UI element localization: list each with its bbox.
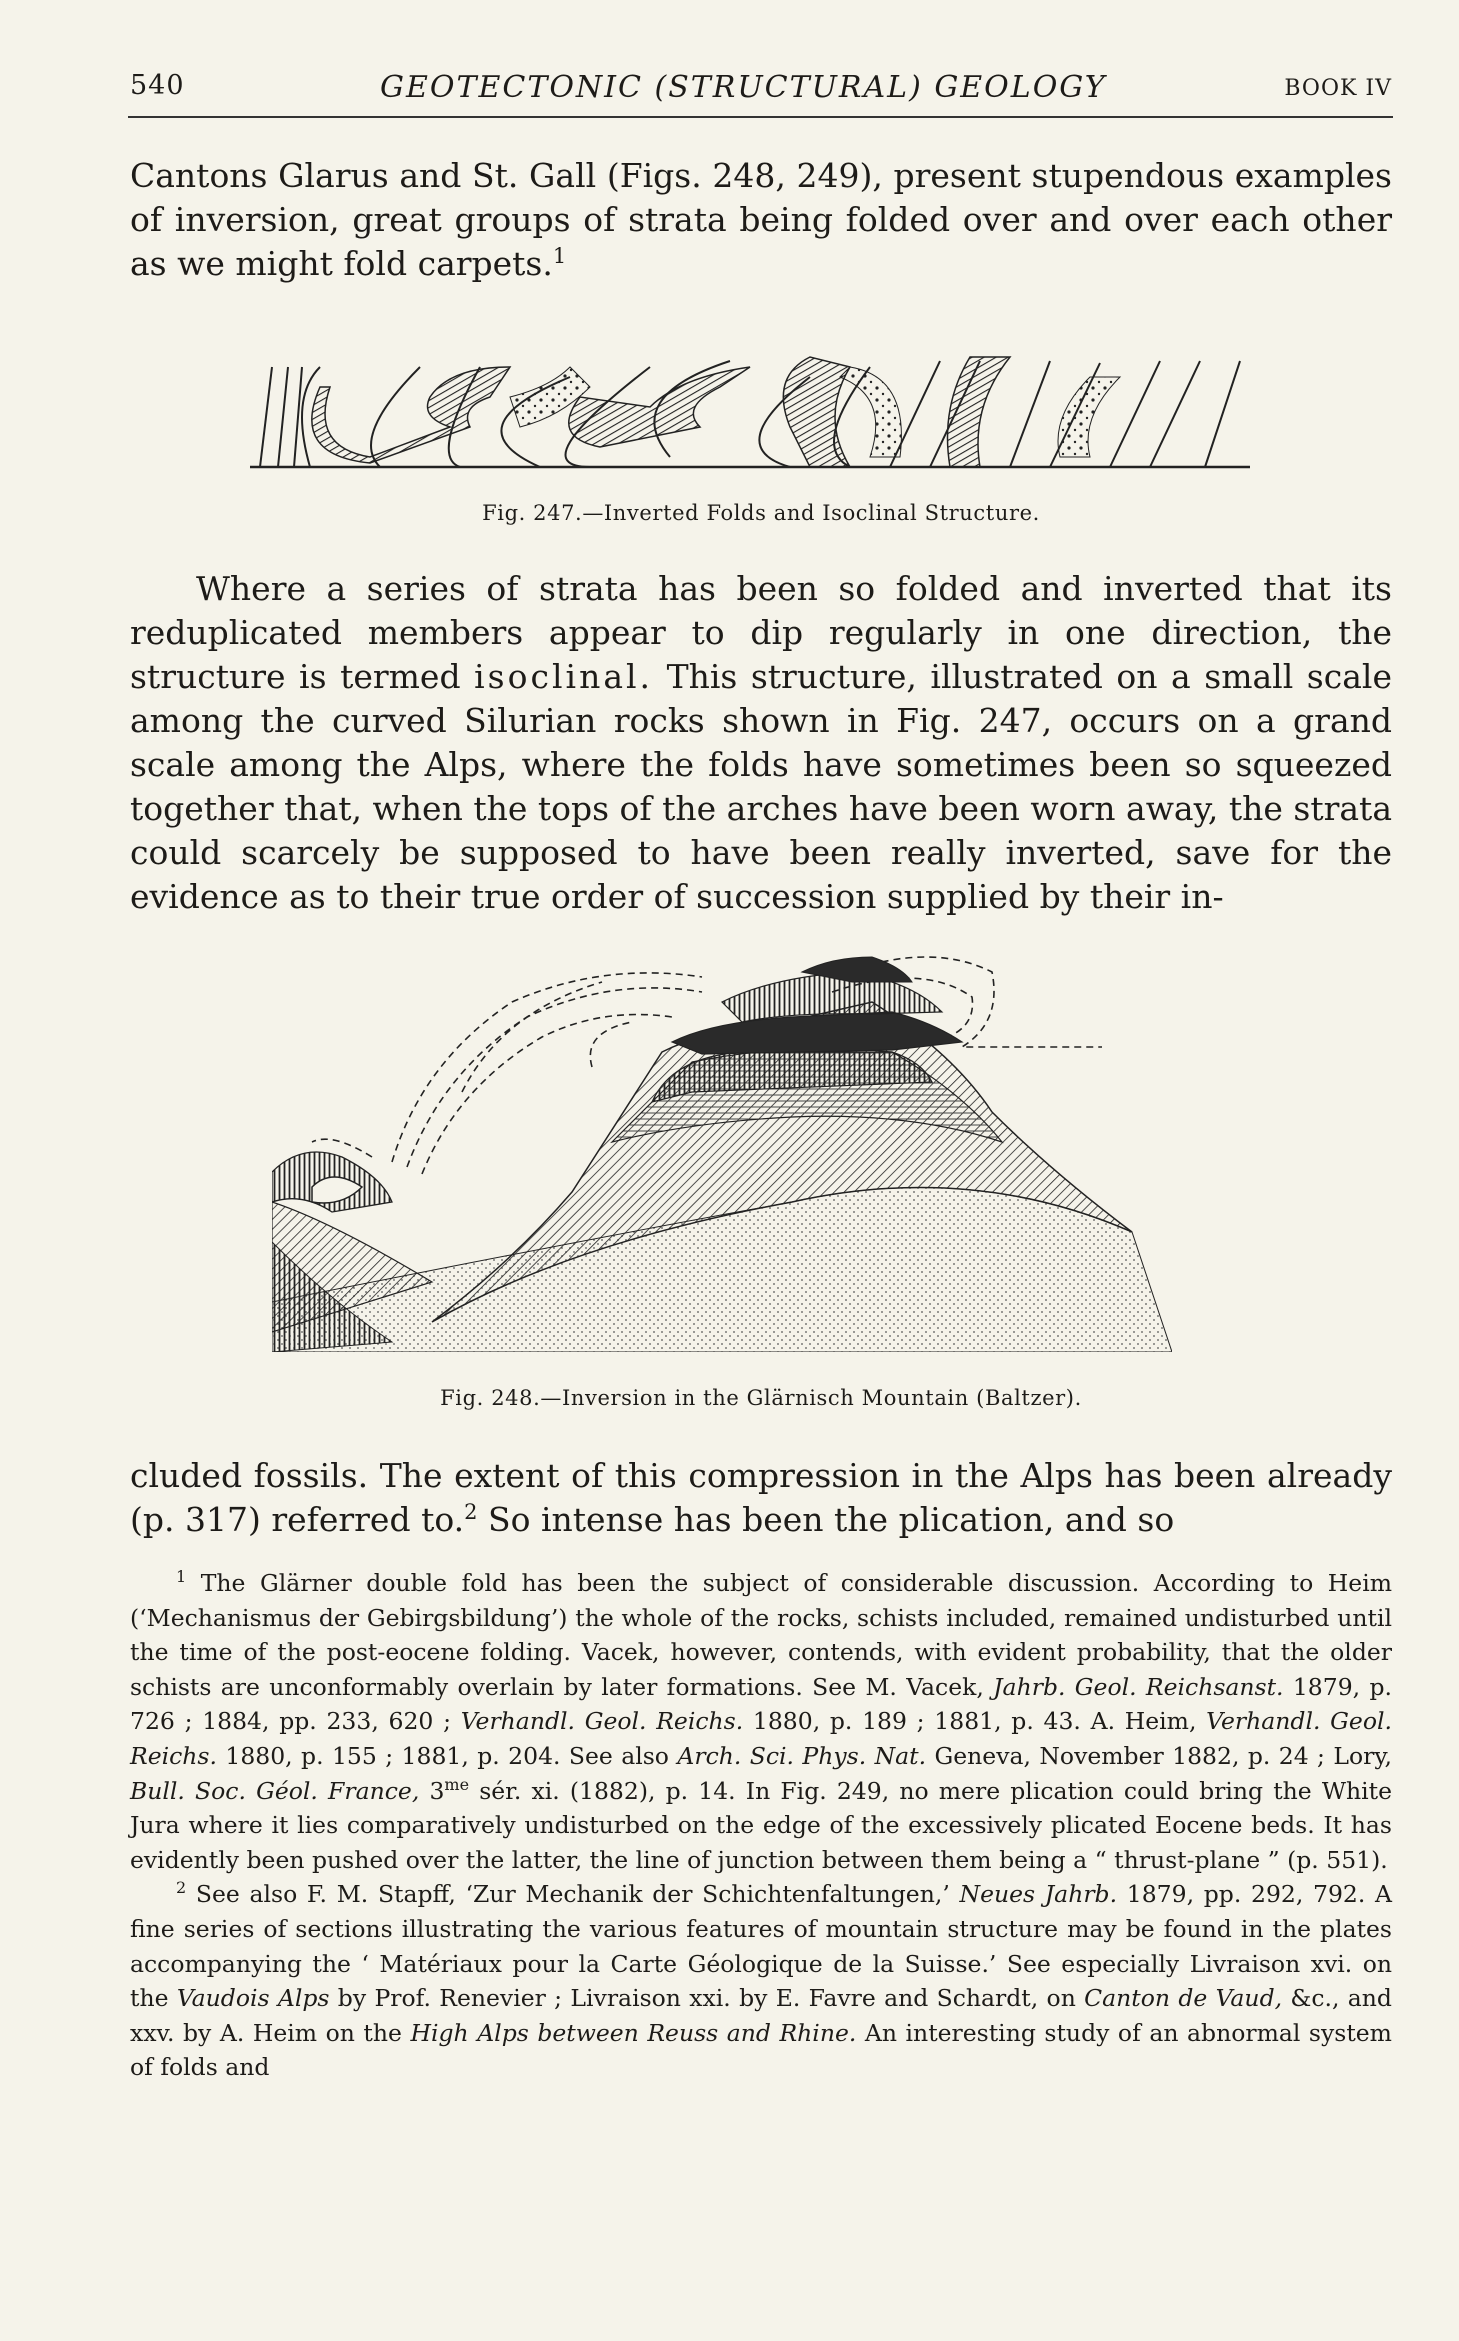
footnote-2-text-e: An interesting study of an abnormal system of folds and [130,2018,1392,2082]
footnote-2-text-d: &c., and xxv. by A. Heim on the [130,1984,1392,2047]
footnote-1-text-e: Geneva, November 1882, p. 24 ; Lory, [934,1741,1392,1770]
citation-canton-de-vaud: Canton de Vaud, [1084,1984,1283,2013]
citation-vaudois-alps: Vaudois Alps [176,1984,330,2013]
footnote-2-text-b: 1879, pp. 292, 792. A fine series of sections illustrating the various features of mountain structure may be found in the plates accompanying the ‘ Matériaux pour la Carte Géologique de la Suisse.’ See especially Livraison xvi. on the [130,1880,1392,2013]
footnote-ref-1: 1 [552,244,567,268]
footnote-2 [130,1877,1392,2085]
footnote-1-series: 3 [429,1776,445,1805]
paragraph-2-text-a: Where a series of strata has been so folded and inverted that its reduplicated members appear to dip regularly in one direction, the structure is termed [130,569,1392,696]
citation-bull-soc: Bull. Soc. Géol. France, [130,1776,420,1805]
citation-high-alps: High Alps between Reuss and Rhine. [410,2018,857,2047]
footnote-1-text-g: sér. xi. (1882), p. 14. In Fig. 249, no mere plication could bring the White Jura where it lies comparatively undisturbed on the edge of the excessively plicated Eocene beds. It has evidently been pushed over the latter, the line of junction between them being a “ thrust-plane ” (p. 551). [130,1776,1392,1874]
footnote-1-series-sup: me [444,1774,470,1794]
citation-neues-jahrb: Neues Jahrb. [959,1880,1118,1909]
footnote-2-mark: 2 [176,1878,187,1898]
book-label: BOOK IV [1284,76,1392,101]
page-header [130,70,1392,110]
paragraph-1-text: Cantons Glarus and St. Gall (Figs. 248, 249), present stupendous examples of inversion, great groups of strata being folded over and over each other as we might fold carpets. [130,156,1392,283]
paragraph-2 [130,567,1392,919]
footnote-1-text-b: 1879, p. 726 ; 1884, pp. 233, 620 ; [130,1672,1392,1736]
footnote-1-mark: 1 [176,1567,187,1587]
citation-jahrb: Jahrb. Geol. Reichsanst. [993,1672,1284,1701]
figure-247-inverted-folds [250,337,1260,477]
footnote-ref-2: 2 [464,1500,478,1524]
paragraph-2-text-b: This structure, illustrated on a small scale among the curved Silurian rocks shown in Fig. 247, occurs on a grand scale among the Alps, where the folds have sometimes been so squeezed together that, when the tops of the arches have been worn away, the strata could scarcely be supposed to have been really inverted, save for the evidence as to their true order of succession supplied by their in- [130,657,1392,916]
footnote-1 [130,1566,1392,1877]
footnote-2-text-c: by Prof. Renevier ; Livraison xxi. by E. Favre and Schardt, on [337,1984,1076,2013]
figure-248-caption: Fig. 248.—Inversion in the Glärnisch Mountain (Baltzer). [440,1386,1082,1410]
page-number: 540 [130,70,185,101]
paragraph-3-text-a: cluded fossils. The extent of this compression in the Alps has been already (p. 317) referred to. [130,1456,1392,1539]
term-isoclinal: isoclinal. [474,657,654,696]
citation-verhandl-2: Verhandl. Geol. Reichs. [130,1707,1392,1770]
paragraph-3 [130,1454,1392,1542]
running-title: GEOTECTONIC (STRUCTURAL) GEOLOGY [380,70,1107,105]
footnotes [130,1566,1392,2085]
footnote-1-text-c: 1880, p. 189 ; 1881, p. 43. A. Heim, [752,1707,1197,1736]
footnote-1-text-d: 1880, p. 155 ; 1881, p. 204. See also [225,1741,669,1770]
footnote-2-text-a: See also F. M. Stapff, ‘Zur Mechanik der Schichtenfaltungen,’ [195,1880,950,1909]
paragraph-3-text-b: So intense has been the plication, and so [487,1500,1175,1539]
figure-247-caption: Fig. 247.—Inverted Folds and Isoclinal Structure. [482,501,1040,525]
citation-arch-sci: Arch. Sci. Phys. Nat. [677,1741,927,1770]
figure-248-glarnisch-inversion [272,942,1172,1352]
footnote-1-text-a: The Glärner double fold has been the subject of considerable discussion. According to Heim (‘Mechanismus der Gebirgsbildung’) the whole of the rocks, schists included, remained undisturbed until the time of the post-eocene folding. Vacek, however, contends, with evident probability, that the older schists are unconformably overlain by later formations. See M. Vacek, [130,1569,1392,1701]
header-rule [128,116,1393,118]
citation-verhandl-1: Verhandl. Geol. Reichs. [460,1707,744,1736]
paragraph-1 [130,154,1392,286]
